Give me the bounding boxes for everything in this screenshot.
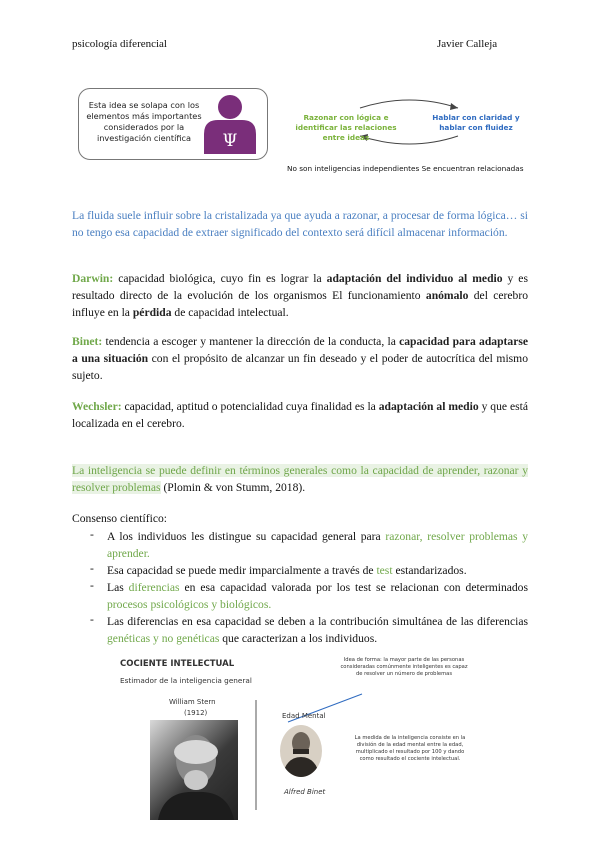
note-bottom: La medida de la inteligencia consiste en la división de la edad mental entre la edad, multiplicado el resultado por 100 y dando como resultado el cociente intelectual. xyxy=(354,735,466,762)
wechsler-definition xyxy=(72,398,528,432)
item1-text: A los individuos les distingue su capacidad general para xyxy=(107,530,386,543)
consenso-title: Consenso científico: xyxy=(72,512,167,525)
edad-mental-label: Edad Mental xyxy=(282,712,326,720)
stern-year: (1912) xyxy=(184,709,208,717)
binet-bold-1: capacidad para adaptarse a una situación xyxy=(72,335,528,365)
darwin-text-3: del cerebro influye en la xyxy=(72,289,529,319)
binet-text-2: con el propósito de alcanzar un fin deseado y el poder de autocrítica del mismo sujeto. xyxy=(72,352,528,382)
definition-highlight: La inteligencia se puede definir en términos generales como la capacidad de aprender, razonar y resolver problemas xyxy=(72,464,528,494)
header-left: psicología diferencial xyxy=(72,38,167,50)
darwin-bold-3: pérdida xyxy=(132,306,172,319)
item2-green: test xyxy=(376,564,393,577)
wechsler-text-2: y que está localizada en el cerebro. xyxy=(72,400,528,430)
stern-hair xyxy=(174,740,218,764)
item4-green: genéticas y no genéticas xyxy=(107,632,220,645)
consenso-item-4 xyxy=(107,613,528,647)
bullet-marker: - xyxy=(90,613,94,626)
item3-green-2: procesos psicológicos y biológicos. xyxy=(107,598,272,611)
darwin-text-4: de capacidad intelectual. xyxy=(171,306,289,319)
ci-title: COCIENTE INTELECTUAL xyxy=(120,659,235,669)
top-arrow xyxy=(360,100,458,108)
item1-green: razonar, resolver problemas y aprender. xyxy=(107,530,528,560)
definition-citation: (Plomin & von Stumm, 2018). xyxy=(160,481,306,494)
idea-box-text: Esta idea se solapa con los elementos más importantes considerados por la investigación científica xyxy=(86,100,202,143)
darwin-bold-1: adaptación del individuo al medio xyxy=(326,272,503,285)
item2-text-2: estandarizados. xyxy=(392,564,467,577)
intelligence-definition xyxy=(72,462,528,496)
ci-subtitle: Estimador de la inteligencia general xyxy=(120,676,252,685)
binet-text-1: tendencia a escoger y mantener la dirección de la conducta, la xyxy=(102,335,400,348)
bullet-marker: - xyxy=(90,579,94,592)
header-right: Javier Calleja xyxy=(437,38,498,50)
binet-portrait xyxy=(280,725,322,777)
bullet-marker: - xyxy=(90,562,94,575)
wechsler-bold-1: adaptación al medio xyxy=(378,400,479,413)
item4-text-1: Las diferencias en esa capacidad se deben a la contribución simultánea de las diferencias xyxy=(107,615,528,628)
binet-portrait-figure xyxy=(280,725,322,777)
item3-text-1: Las xyxy=(107,581,129,594)
note-top: Idea de forma: la mayor parte de las personas consideradas comúnmente inteligentes es capaz de resolver un número de problemas xyxy=(340,657,468,677)
darwin-bold-2: anómalo xyxy=(425,289,469,302)
binet-name: Binet: xyxy=(72,335,103,348)
consenso-item-3 xyxy=(107,579,528,613)
psychologist-icon xyxy=(200,92,260,154)
bullet-marker: - xyxy=(90,528,94,541)
wechsler-name: Wechsler: xyxy=(72,400,122,413)
psi-symbol: Ψ xyxy=(222,131,238,151)
consenso-item-1 xyxy=(107,528,528,562)
speaking-label: Hablar con claridad y hablar con fluidez xyxy=(432,113,520,132)
darwin-text-1: capacidad biológica, cuyo fin es lograr la xyxy=(113,272,327,285)
binet-definition xyxy=(72,333,528,384)
item3-green-1: diferencias xyxy=(128,581,180,594)
stern-portrait-figure xyxy=(150,720,238,820)
consenso-item-2 xyxy=(107,562,528,579)
wechsler-text-1: capacidad, aptitud o potencialidad cuya finalidad es la xyxy=(121,400,379,413)
head-shape xyxy=(218,95,242,119)
darwin-definition xyxy=(72,270,528,321)
binet-caption: Alfred Binet xyxy=(284,788,326,796)
top-arrowhead xyxy=(450,103,458,110)
figure1-caption: No son inteligencias independientes Se encuentran relacionadas xyxy=(287,164,524,173)
item3-text-2: en esa capacidad valorada por los test se relacionan con determinados xyxy=(179,581,528,594)
item4-text-2: que caracterizan a los individuos. xyxy=(219,632,378,645)
stern-coat xyxy=(158,792,234,820)
stern-portrait xyxy=(150,720,238,820)
stern-name: William Stern xyxy=(169,698,216,706)
darwin-text-2: y es resultado directo de la evolución de los organismos El funcionamiento xyxy=(72,272,528,302)
fluid-paragraph: La fluida suele influir sobre la cristalizada ya que ayuda a razonar, a procesar de forma lógica… si no tengo esa capacidad de extraer significado del contexto será difícil almacenar información. xyxy=(72,209,528,239)
stern-beard xyxy=(184,770,208,790)
item2-text-1: Esa capacidad se puede medir imparcialmente a través de xyxy=(107,564,377,577)
darwin-name: Darwin: xyxy=(72,272,114,285)
reasoning-label: Razonar con lógica e identificar las relaciones entre ideas xyxy=(295,113,397,142)
binet-moustache xyxy=(293,749,309,754)
